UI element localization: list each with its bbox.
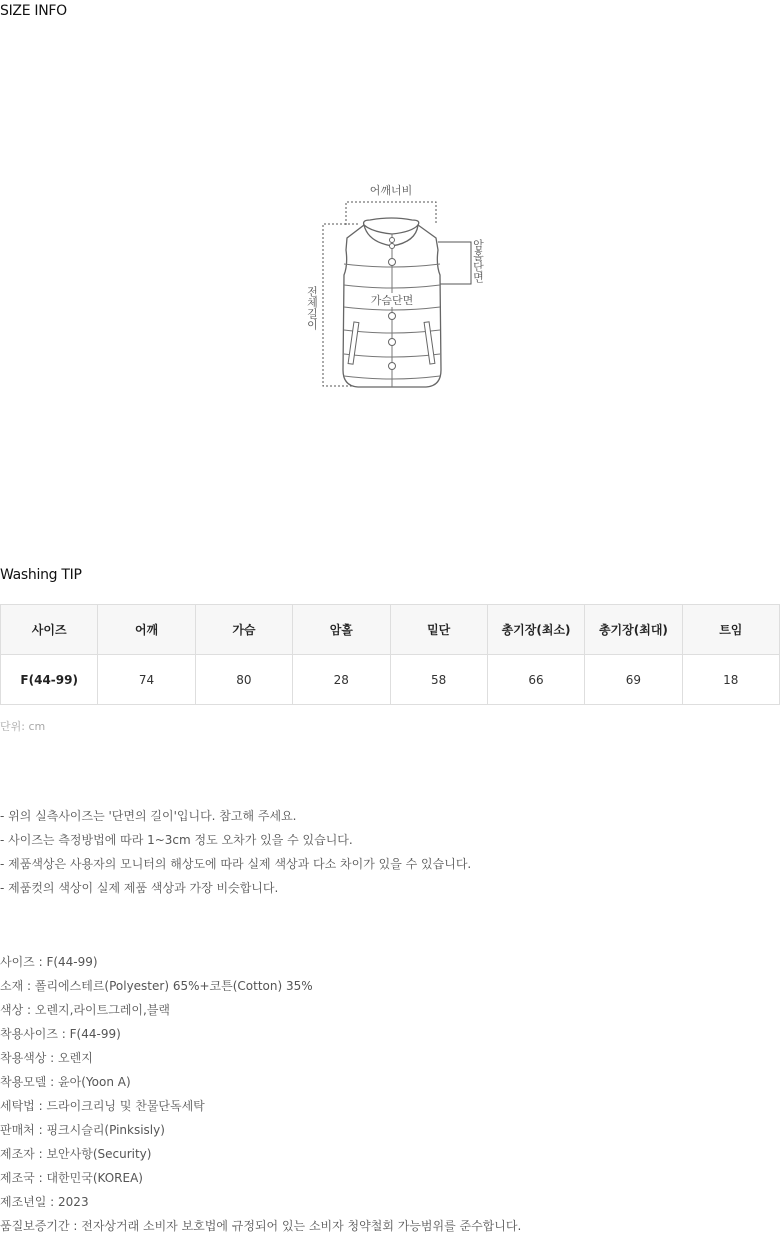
spec-line: 제조자 : 보안사항(Security): [0, 1147, 152, 1161]
note-line: - 위의 실측사이즈는 '단면의 길이'입니다. 참고해 주세요.: [0, 809, 297, 823]
cell-chest: 80: [195, 655, 292, 705]
cell-size: F(44-99): [1, 655, 98, 705]
armhole-label: 암홀단면: [471, 239, 485, 283]
table-header-row: [1, 605, 780, 655]
spec-line: 착용사이즈 : F(44-99): [0, 1027, 121, 1041]
shoulder-label: 어깨너비: [369, 184, 413, 197]
spec-line: 색상 : 오렌지,라이트그레이,블랙: [0, 1003, 170, 1017]
spec-line: 착용색상 : 오렌지: [0, 1051, 93, 1065]
size-info-heading: SIZE INFO: [0, 3, 67, 19]
length-label: 전체길이: [305, 286, 319, 330]
spec-line: 사이즈 : F(44-99): [0, 955, 98, 969]
cell-length-max: 69: [585, 655, 682, 705]
vest-illustration: [300, 180, 490, 395]
cell-shoulder: 74: [98, 655, 195, 705]
washing-tip-heading: Washing TIP: [0, 567, 82, 583]
header-armhole: 암홀: [293, 605, 390, 655]
cell-slit: 18: [682, 655, 779, 705]
table-row: [1, 655, 780, 705]
chest-label: 가슴단면: [370, 294, 414, 307]
header-length-min: 총기장(최소): [487, 605, 584, 655]
cell-armhole: 28: [293, 655, 390, 705]
header-hem: 밑단: [390, 605, 487, 655]
spec-line: 품질보증기간 : 전자상거래 소비자 보호법에 규정되어 있는 소비자 청약철회 가능범위를 준수합니다.: [0, 1219, 522, 1233]
product-specs: [0, 950, 521, 1238]
header-slit: 트임: [682, 605, 779, 655]
header-shoulder: 어깨: [98, 605, 195, 655]
header-size: 사이즈: [1, 605, 98, 655]
spec-line: 판매처 : 핑크시슬리(Pinksisly): [0, 1123, 165, 1137]
header-length-max: 총기장(최대): [585, 605, 682, 655]
cell-length-min: 66: [487, 655, 584, 705]
size-table: [0, 604, 780, 705]
note-line: - 제품컷의 색상이 실제 제품 색상과 가장 비슷합니다.: [0, 881, 279, 895]
header-chest: 가슴: [195, 605, 292, 655]
cell-hem: 58: [390, 655, 487, 705]
spec-line: 착용모델 : 윤아(Yoon A): [0, 1075, 131, 1089]
size-notes: [0, 804, 471, 900]
spec-line: 제조국 : 대한민국(KOREA): [0, 1171, 143, 1185]
spec-line: 소재 : 폴리에스테르(Polyester) 65%+코튼(Cotton) 35%: [0, 979, 313, 993]
spec-line: 세탁법 : 드라이크리닝 및 찬물단독세탁: [0, 1099, 205, 1113]
note-line: - 사이즈는 측정방법에 따라 1~3cm 정도 오차가 있을 수 있습니다.: [0, 833, 353, 847]
unit-note: 단위: cm: [0, 720, 46, 733]
note-line: - 제품색상은 사용자의 모니터의 해상도에 따라 실제 색상과 다소 차이가 있을 수 있습니다.: [0, 857, 472, 871]
vest-size-diagram: [300, 180, 490, 395]
spec-line: 제조년일 : 2023: [0, 1195, 89, 1209]
